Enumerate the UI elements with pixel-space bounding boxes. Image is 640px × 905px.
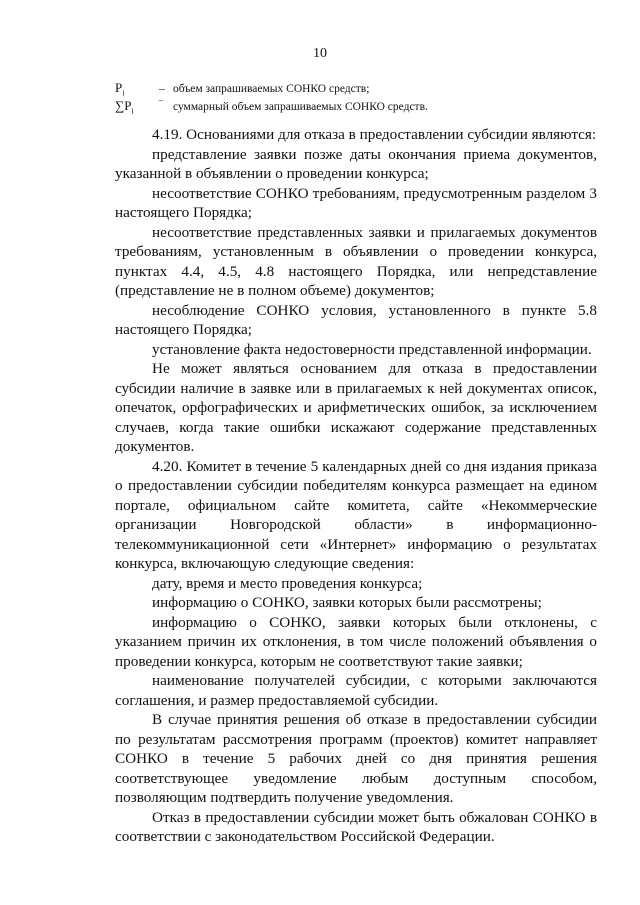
definition-row (115, 80, 428, 98)
paragraph: представление заявки позже даты окончания приема документов, указанной в объявлении о проведении конкурса; (115, 145, 597, 182)
paragraph: несоответствие представленных заявки и прилагаемых документов требованиям, установленным в объявлении о проведении конкурса, пунктах 4.4, 4.5, 4.8 настоящего Порядка, или непредставление (представление не в полном объеме) документов; (115, 223, 597, 299)
paragraph: 4.19. Основаниями для отказа в предоставлении субсидии являются: (152, 126, 597, 143)
paragraph: установление факта недостоверности представленной информации. (152, 340, 592, 358)
paragraph: Не может являться основанием для отказа в предоставлении субсидии наличие в заявке или в прилагаемых к ней документах описок, опечаток, орфографических и арифметических ошибок, за исключением случаев, когда такие ошибки искажают содержание представленных документов. (115, 360, 597, 455)
formula-symbol: $\sum P_i$ (115, 98, 134, 116)
paragraph: несоблюдение СОНКО условия, установленного в пункте 5.8 настоящего Порядка; (115, 301, 597, 338)
definition-row (115, 98, 428, 116)
document-body (115, 125, 597, 847)
paragraph: дату, время и место проведения конкурса; (152, 574, 423, 592)
paragraph: несоответствие СОНКО требованиям, предусмотренным разделом 3 настоящего Порядка; (115, 184, 597, 221)
paragraph: В случае принятия решения об отказе в предоставлении субсидии по результатам рассмотрения программ (проектов) комитет направляет СОНКО в течение 5 рабочих дней со дня принятия решения соответствующее уведомление любым доступным способом, позволяющим подтвердить получение уведомления. (115, 711, 597, 806)
page-number: 10 (313, 46, 327, 61)
definition-dash: ‾ (159, 101, 163, 113)
paragraph: наименование получателей субсидии, с которыми заключаются соглашения, и размер предоставляемой субсидии. (115, 672, 597, 709)
formula-definitions (115, 80, 428, 116)
paragraph: Отказ в предоставлении субсидии может быть обжалован СОНКО в соответствии с законодательством Российской Федерации. (115, 808, 597, 845)
paragraph: 4.20. Комитет в течение 5 календарных дней со дня издания приказа о предоставлении субсидии победителям конкурса размещает на едином портале, официальном сайте комитета, сайте «Некоммерческие организации Новгородской области» в информационно-телекоммуникационной сети «Интернет» информацию о результатах конкурса, включающую следующие сведения: (115, 457, 597, 572)
paragraph: информацию о СОНКО, заявки которых были отклонены, с указанием причин их отклонения, в том числе положений объявления о проведении конкурса, которым не соответствуют такие заявки; (115, 613, 597, 670)
definition-text: объем запрашиваемых СОНКО средств; (173, 83, 370, 95)
formula-symbol: $P_i$ (115, 80, 125, 98)
definition-dash: – (159, 83, 165, 95)
paragraph: информацию о СОНКО, заявки которых были рассмотрены; (152, 594, 542, 611)
definition-text: суммарный объем запрашиваемых СОНКО средств. (173, 101, 428, 113)
